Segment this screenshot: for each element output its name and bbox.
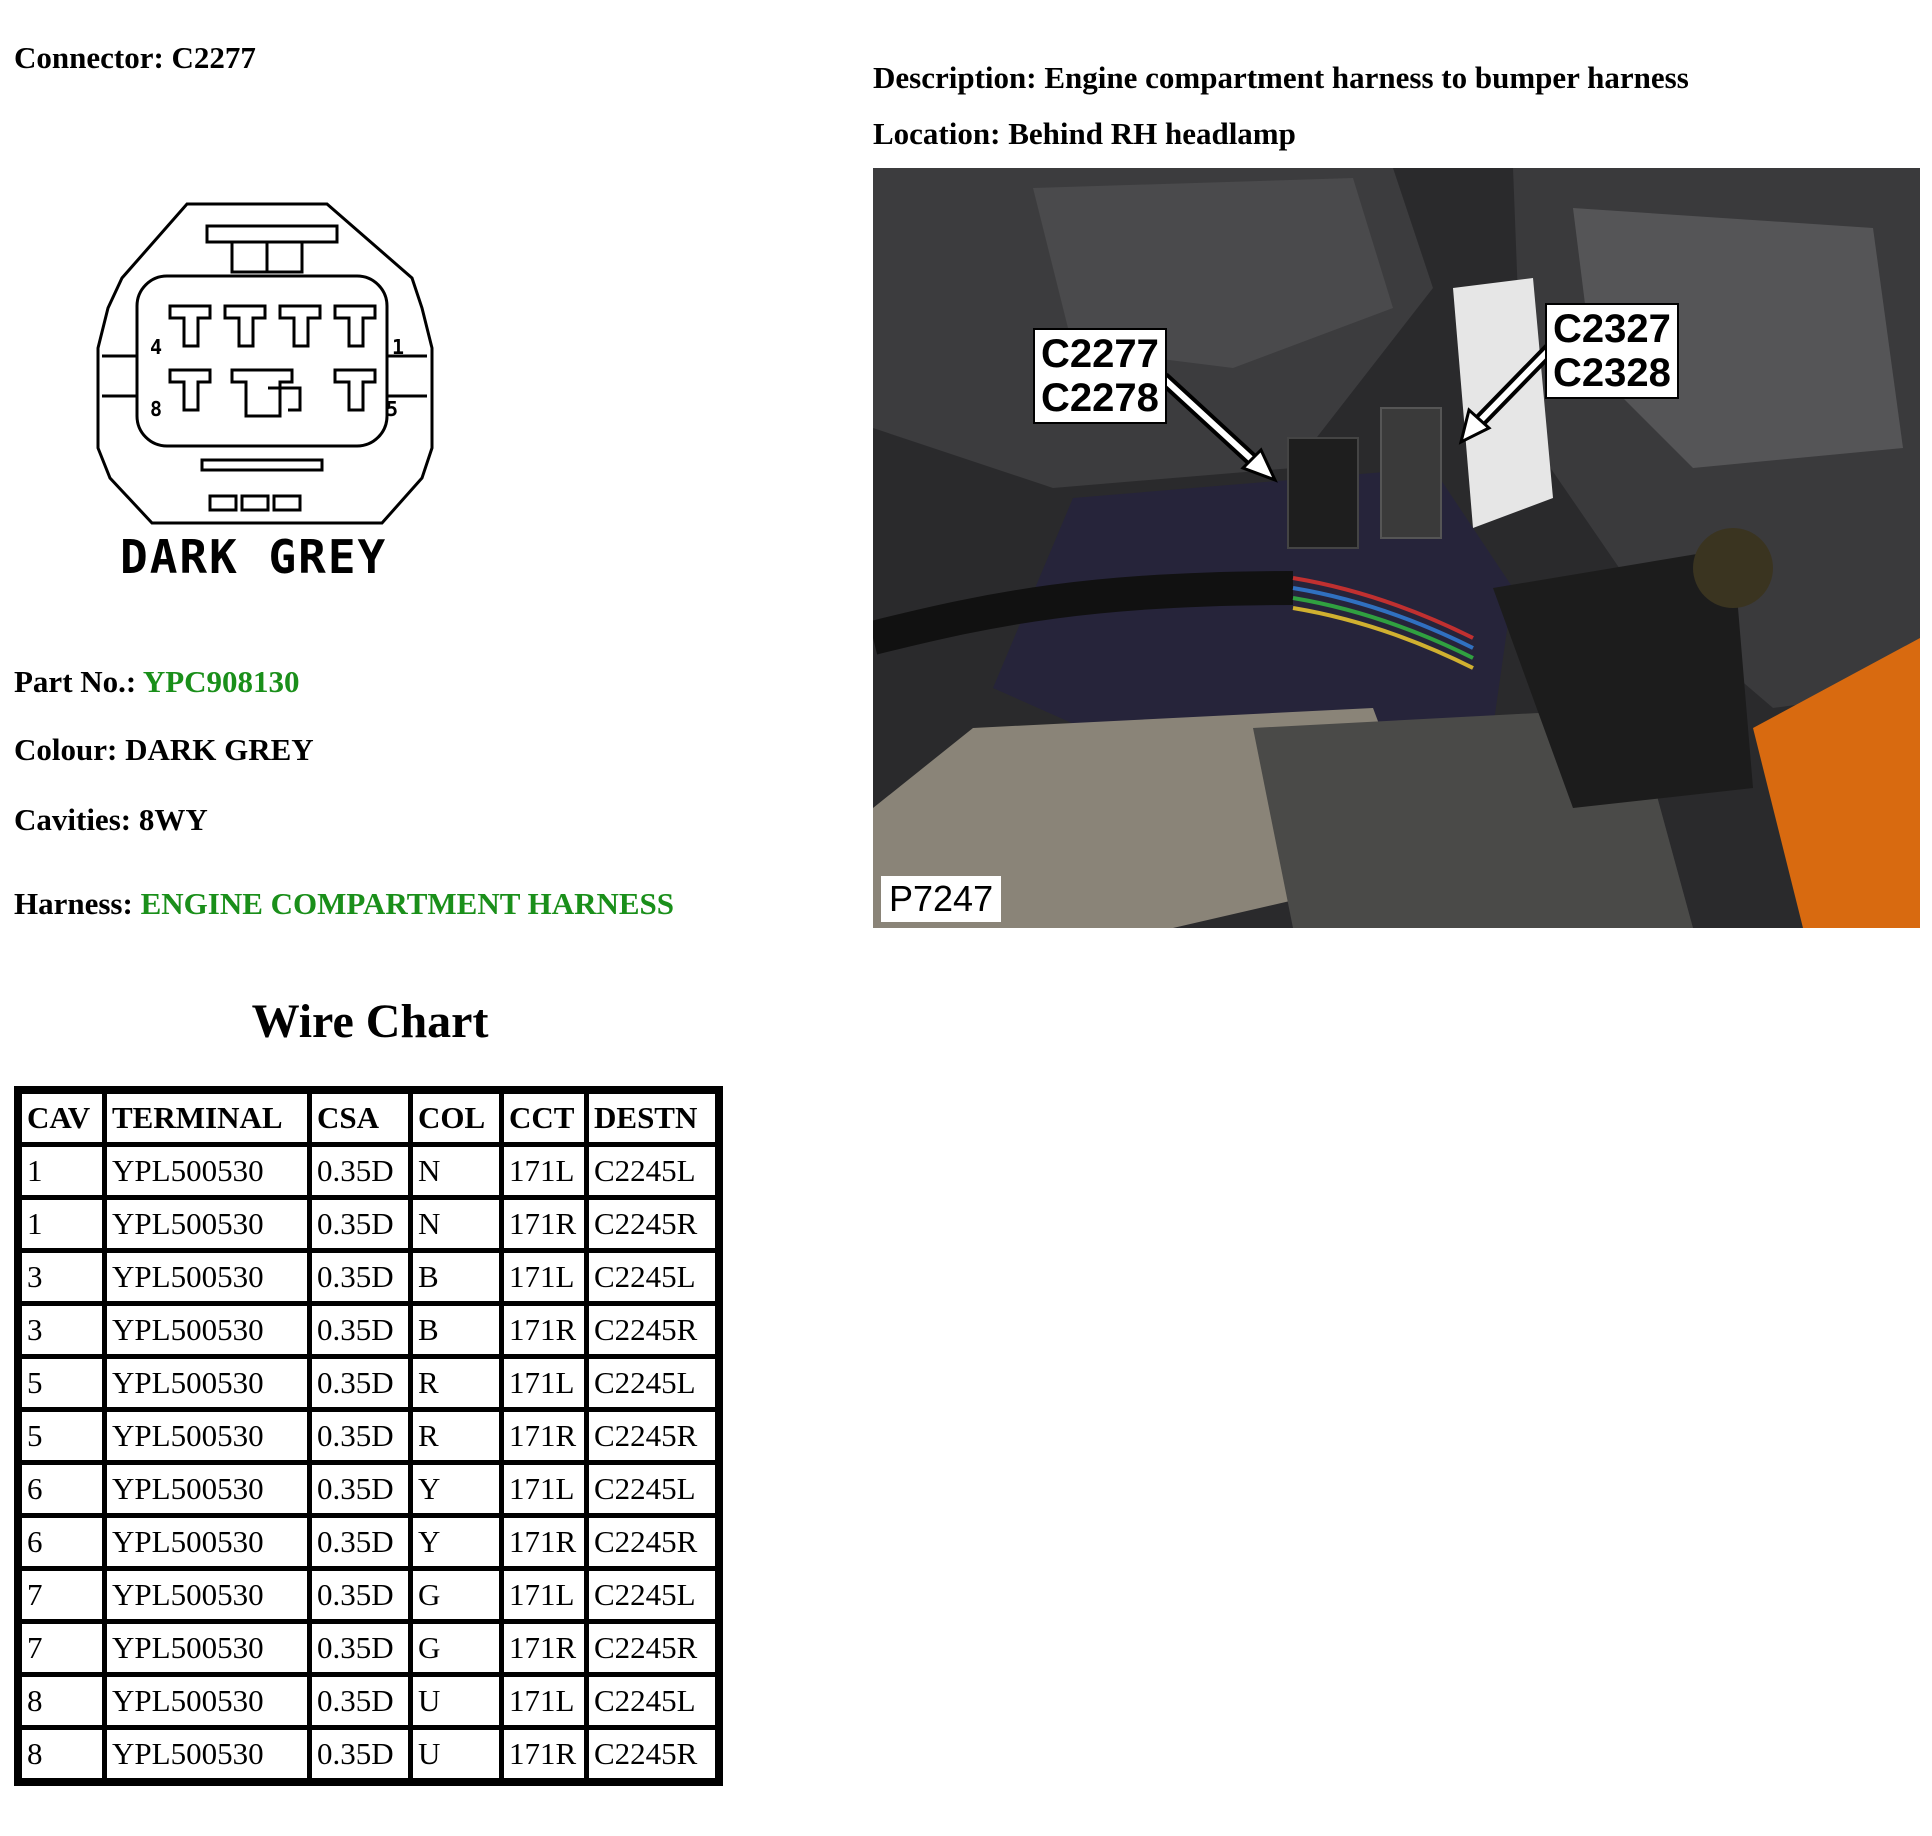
cavities-value: 8WY	[138, 802, 208, 837]
wire-chart-title: Wire Chart	[251, 995, 489, 1048]
table-row	[22, 1359, 715, 1407]
table-row	[22, 1730, 715, 1778]
cell-col: G	[413, 1571, 499, 1619]
cell-cav: 8	[22, 1677, 102, 1725]
table-row	[22, 1677, 715, 1725]
table-row	[22, 1465, 715, 1513]
cell-terminal: YPL500530	[107, 1465, 307, 1513]
cell-cct: 171L	[504, 1677, 584, 1725]
cell-terminal: YPL500530	[107, 1571, 307, 1619]
cell-terminal: YPL500530	[107, 1253, 307, 1301]
table-row	[22, 1253, 715, 1301]
cell-cav: 6	[22, 1465, 102, 1513]
cell-terminal: YPL500530	[107, 1306, 307, 1354]
wire-chart-header-row	[22, 1094, 715, 1142]
part-no-label: Part No.:	[14, 664, 137, 699]
cell-csa: 0.35D	[312, 1677, 408, 1725]
table-row	[22, 1412, 715, 1460]
cell-cct: 171R	[504, 1624, 584, 1672]
cell-col: Y	[413, 1465, 499, 1513]
cell-col: U	[413, 1730, 499, 1778]
table-row	[22, 1624, 715, 1672]
header-destn: DESTN	[589, 1094, 715, 1142]
cell-cav: 8	[22, 1730, 102, 1778]
cell-csa: 0.35D	[312, 1518, 408, 1566]
cell-cct: 171L	[504, 1147, 584, 1195]
cell-col: R	[413, 1359, 499, 1407]
connector-face-diagram	[92, 198, 452, 528]
cell-terminal: YPL500530	[107, 1518, 307, 1566]
cell-cct: 171R	[504, 1412, 584, 1460]
location-label: Location:	[873, 116, 1001, 151]
cell-col: N	[413, 1200, 499, 1248]
cell-cct: 171L	[504, 1253, 584, 1301]
part-no-value: YPC908130	[142, 664, 300, 699]
cell-cav: 6	[22, 1518, 102, 1566]
cavities-label: Cavities:	[14, 802, 132, 837]
cell-terminal: YPL500530	[107, 1359, 307, 1407]
cell-terminal: YPL500530	[107, 1624, 307, 1672]
harness-value: ENGINE COMPARTMENT HARNESS	[140, 886, 675, 921]
cell-col: B	[413, 1253, 499, 1301]
cell-cav: 3	[22, 1253, 102, 1301]
cell-col: U	[413, 1677, 499, 1725]
cell-destn: C2245R	[589, 1412, 715, 1460]
cell-cav: 7	[22, 1571, 102, 1619]
callout-right	[1545, 303, 1679, 399]
cell-cav: 5	[22, 1412, 102, 1460]
cell-csa: 0.35D	[312, 1412, 408, 1460]
cell-col: R	[413, 1412, 499, 1460]
cell-cct: 171R	[504, 1200, 584, 1248]
wire-chart-table	[14, 1086, 723, 1786]
colour-value: DARK GREY	[125, 732, 314, 767]
callout-left-line-1: C2277	[1041, 332, 1159, 376]
cavities-line	[14, 802, 208, 838]
cell-csa: 0.35D	[312, 1306, 408, 1354]
harness-line	[14, 886, 674, 922]
header-terminal: TERMINAL	[107, 1094, 307, 1142]
description-label: Description:	[873, 60, 1037, 95]
table-row	[22, 1518, 715, 1566]
table-row	[22, 1306, 715, 1354]
cell-destn: C2245L	[589, 1677, 715, 1725]
callout-right-line-2: C2328	[1553, 351, 1671, 395]
cell-terminal: YPL500530	[107, 1200, 307, 1248]
cell-col: B	[413, 1306, 499, 1354]
cell-destn: C2245R	[589, 1518, 715, 1566]
header-cav: CAV	[22, 1094, 102, 1142]
header-csa: CSA	[312, 1094, 408, 1142]
connector-label: Connector:	[14, 40, 164, 75]
connector-line	[14, 40, 256, 76]
description-value: Engine compartment harness to bumper harness	[1044, 60, 1689, 95]
colour-line	[14, 732, 314, 768]
cell-csa: 0.35D	[312, 1571, 408, 1619]
cell-cav: 5	[22, 1359, 102, 1407]
harness-label: Harness:	[14, 886, 133, 921]
colour-label: Colour:	[14, 732, 118, 767]
cell-col: N	[413, 1147, 499, 1195]
cell-terminal: YPL500530	[107, 1412, 307, 1460]
cell-destn: C2245L	[589, 1147, 715, 1195]
cavity-label-4: 4	[150, 335, 163, 359]
cell-cct: 171L	[504, 1571, 584, 1619]
cell-csa: 0.35D	[312, 1730, 408, 1778]
cell-cct: 171L	[504, 1465, 584, 1513]
cell-csa: 0.35D	[312, 1465, 408, 1513]
cell-cct: 171R	[504, 1518, 584, 1566]
cell-cct: 171R	[504, 1730, 584, 1778]
callout-left-line-2: C2278	[1041, 376, 1159, 420]
header-col: COL	[413, 1094, 499, 1142]
description-line	[873, 60, 1689, 96]
cavity-label-5: 5	[386, 397, 399, 421]
location-value: Behind RH headlamp	[1008, 116, 1296, 151]
cell-terminal: YPL500530	[107, 1730, 307, 1778]
cell-cav: 1	[22, 1200, 102, 1248]
cell-cct: 171R	[504, 1306, 584, 1354]
cavity-label-1: 1	[392, 335, 405, 359]
cell-cav: 7	[22, 1624, 102, 1672]
diagram-colour-caption: DARK GREY	[120, 530, 388, 584]
cell-destn: C2245L	[589, 1253, 715, 1301]
cell-destn: C2245R	[589, 1624, 715, 1672]
wire-chart-body	[22, 1147, 715, 1778]
callout-right-line-1: C2327	[1553, 307, 1671, 351]
cell-csa: 0.35D	[312, 1359, 408, 1407]
header-cct: CCT	[504, 1094, 584, 1142]
location-line	[873, 116, 1296, 152]
part-no-line	[14, 664, 300, 700]
cell-terminal: YPL500530	[107, 1677, 307, 1725]
connector-value: C2277	[171, 40, 256, 75]
cell-csa: 0.35D	[312, 1200, 408, 1248]
cell-terminal: YPL500530	[107, 1147, 307, 1195]
cell-destn: C2245L	[589, 1465, 715, 1513]
cavity-label-8: 8	[150, 397, 163, 421]
cell-csa: 0.35D	[312, 1147, 408, 1195]
cavity-terminals	[170, 306, 375, 416]
cell-destn: C2245R	[589, 1306, 715, 1354]
connector-location-photo	[873, 168, 1920, 928]
cell-destn: C2245L	[589, 1359, 715, 1407]
cell-cct: 171L	[504, 1359, 584, 1407]
cell-cav: 1	[22, 1147, 102, 1195]
cell-col: Y	[413, 1518, 499, 1566]
cell-destn: C2245L	[589, 1571, 715, 1619]
cell-destn: C2245R	[589, 1730, 715, 1778]
photo-id: P7247	[881, 876, 1001, 922]
callout-left	[1033, 328, 1167, 424]
cell-csa: 0.35D	[312, 1624, 408, 1672]
cell-col: G	[413, 1624, 499, 1672]
table-row	[22, 1571, 715, 1619]
table-row	[22, 1147, 715, 1195]
table-row	[22, 1200, 715, 1248]
cell-csa: 0.35D	[312, 1253, 408, 1301]
cell-destn: C2245R	[589, 1200, 715, 1248]
cell-cav: 3	[22, 1306, 102, 1354]
